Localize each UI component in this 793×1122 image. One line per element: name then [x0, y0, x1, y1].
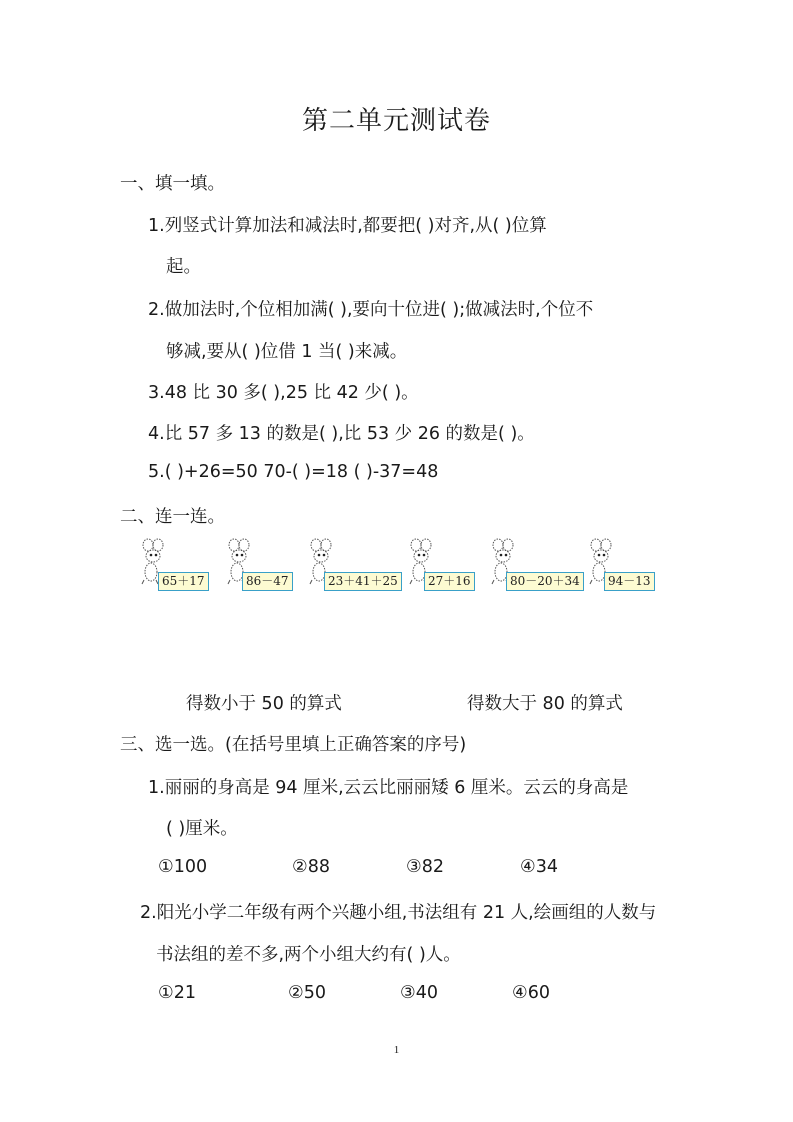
s3-q2-line1: 2.阳光小学二年级有两个兴趣小组,书法组有 21 人,绘画组的人数与 — [140, 903, 657, 923]
s3-q2-option-1[interactable]: ①21 — [158, 983, 196, 1003]
s1-q1-line2: 起。 — [166, 257, 201, 277]
page-title: 第二单元测试卷 — [301, 106, 491, 136]
expression-label: 23＋41＋25 — [324, 572, 402, 591]
s3-q1-line1: 1.丽丽的身高是 94 厘米,云云比丽丽矮 6 厘米。云云的身高是 — [148, 778, 629, 798]
s3-q1-option-4[interactable]: ④34 — [520, 857, 558, 877]
s1-q3: 3.48 比 30 多( ),25 比 42 少( )。 — [148, 383, 419, 403]
s3-q1-option-1[interactable]: ①100 — [158, 857, 208, 877]
s1-q1-line1: 1.列竖式计算加法和减法时,都要把( )对齐,从( )位算 — [148, 216, 547, 236]
expression-label: 27＋16 — [424, 572, 475, 591]
expression-label: 86－47 — [242, 572, 293, 591]
section1-heading: 一、填一填。 — [120, 174, 225, 194]
s1-q5: 5.( )+26=50 70-( )=18 ( )-37=48 — [148, 462, 439, 482]
s3-q2-option-2[interactable]: ②50 — [288, 983, 326, 1003]
section3-heading: 三、选一选。(在括号里填上正确答案的序号) — [120, 735, 467, 755]
s1-q4: 4.比 57 多 13 的数是( ),比 53 少 26 的数是( )。 — [148, 424, 535, 444]
section2-heading: 二、连一连。 — [120, 507, 225, 527]
expression-label: 94－13 — [604, 572, 655, 591]
s3-q2-line2: 书法组的差不多,两个小组大约有( )人。 — [156, 945, 461, 965]
expression-label: 80－20＋34 — [506, 572, 584, 591]
mouse-expression-row — [0, 536, 793, 596]
box-label-less-than-50: 得数小于 50 的算式 — [186, 694, 342, 714]
expression-label: 65＋17 — [158, 572, 209, 591]
s3-q1-option-2[interactable]: ②88 — [292, 857, 330, 877]
s3-q2-option-4[interactable]: ④60 — [512, 983, 550, 1003]
s1-q2-line2: 够减,要从( )位借 1 当( )来减。 — [166, 342, 408, 362]
s3-q1-line2: ( )厘米。 — [166, 819, 238, 839]
s3-q1-option-3[interactable]: ③82 — [406, 857, 444, 877]
s1-q2-line1: 2.做加法时,个位相加满( ),要向十位进( );做减法时,个位不 — [148, 300, 594, 320]
page-number: 1 — [393, 1044, 400, 1056]
s3-q2-option-3[interactable]: ③40 — [400, 983, 438, 1003]
box-label-greater-than-80: 得数大于 80 的算式 — [467, 694, 623, 714]
